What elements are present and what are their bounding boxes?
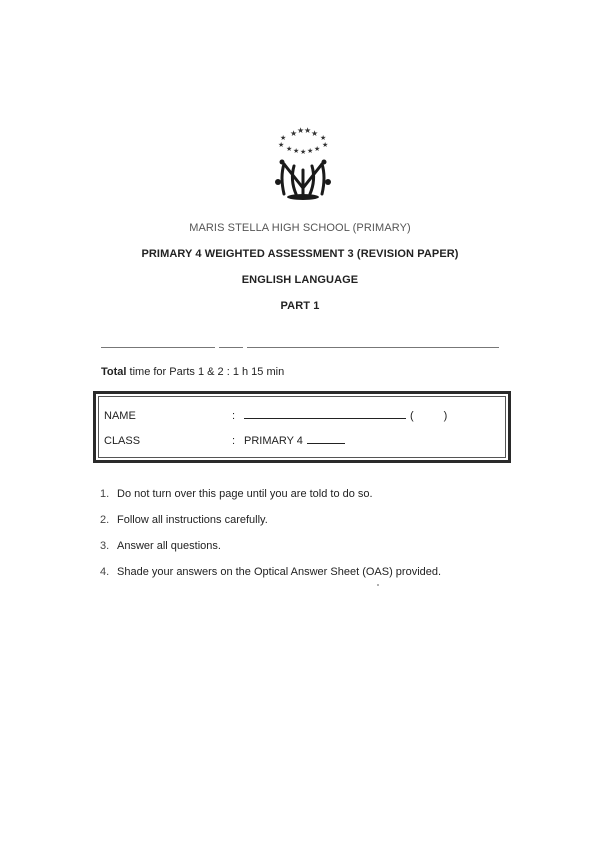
instruction-text: Answer all questions.	[117, 540, 221, 552]
student-info-box	[93, 391, 511, 463]
instruction-number: 3.	[100, 540, 110, 552]
svg-text:★: ★	[293, 147, 300, 155]
name-label: NAME	[104, 410, 136, 422]
total-time-bold: Total	[101, 366, 127, 378]
svg-text:★: ★	[290, 129, 298, 138]
name-row	[104, 408, 447, 422]
svg-text:★: ★	[304, 126, 312, 135]
class-colon: :	[232, 435, 236, 447]
assessment-title: PRIMARY 4 WEIGHTED ASSESSMENT 3 (REVISION PAPER)	[141, 248, 459, 260]
stars-arc-icon	[278, 126, 328, 156]
part-title: PART 1	[280, 300, 320, 312]
total-time-text: time for Parts 1 & 2 : 1 h 15 min	[126, 366, 285, 378]
separator-segment	[247, 347, 499, 348]
instruction-number: 4.	[100, 566, 110, 578]
instruction-item	[100, 540, 441, 566]
instruction-text: Follow all instructions carefully.	[117, 514, 268, 526]
svg-text:★: ★	[280, 134, 287, 142]
svg-text:★: ★	[311, 129, 319, 138]
subject-title: ENGLISH LANGUAGE	[241, 274, 359, 286]
instruction-item	[100, 488, 441, 514]
register-number-close: )	[443, 410, 448, 422]
svg-text:★: ★	[278, 141, 285, 149]
instructions-list	[100, 488, 441, 592]
scan-speck	[377, 584, 379, 586]
svg-text:★: ★	[314, 145, 321, 153]
svg-text:★: ★	[322, 141, 329, 149]
school-crest-icon	[268, 122, 338, 202]
school-name: MARIS STELLA HIGH SCHOOL (PRIMARY)	[189, 222, 411, 234]
instruction-number: 2.	[100, 514, 110, 526]
svg-text:★: ★	[297, 126, 305, 135]
name-field[interactable]	[244, 408, 406, 419]
svg-text:★: ★	[320, 134, 327, 142]
svg-text:★: ★	[286, 145, 293, 153]
instruction-text: Do not turn over this page until you are told to do so.	[117, 488, 373, 500]
class-label: CLASS	[104, 435, 141, 447]
svg-text:★: ★	[307, 147, 314, 155]
instruction-number: 1.	[100, 488, 110, 500]
class-field[interactable]	[307, 433, 345, 444]
register-number-open: (	[410, 410, 414, 422]
class-value: PRIMARY 4	[244, 435, 303, 447]
total-time	[101, 366, 284, 378]
instruction-text: Shade your answers on the Optical Answer Sheet (OAS) provided.	[117, 566, 442, 578]
class-row	[104, 433, 345, 447]
name-colon: :	[232, 410, 236, 422]
svg-text:★: ★	[300, 148, 307, 156]
instruction-item	[100, 566, 441, 592]
separator-segment	[219, 347, 243, 348]
instruction-item	[100, 514, 441, 540]
separator-line	[101, 347, 503, 348]
separator-segment	[101, 347, 215, 348]
